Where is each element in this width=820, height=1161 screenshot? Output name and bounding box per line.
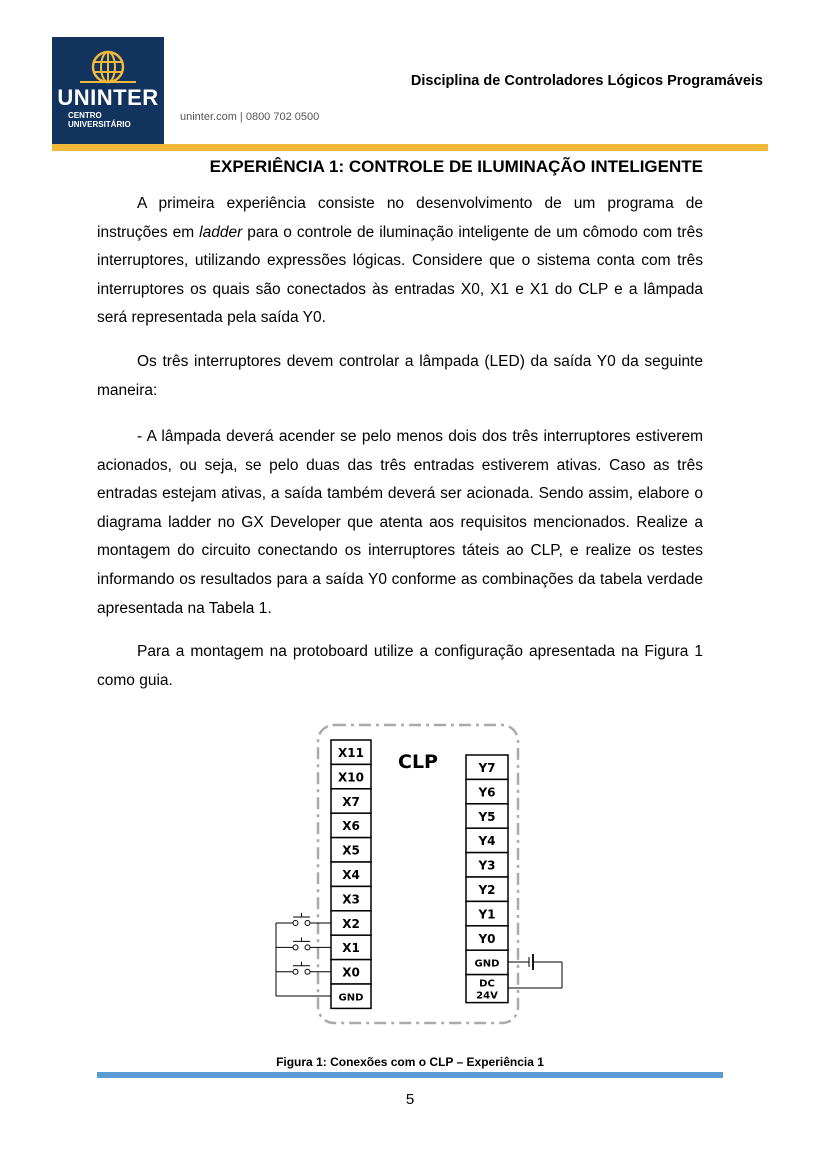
terminal-label: Y3 bbox=[478, 858, 496, 873]
terminal-label: DC bbox=[479, 978, 495, 990]
paragraph-intro: A primeira experiência consiste no desenvolvimento de um programa de instruções em ladder para o controle de iluminação inteligente de um cômodo com três interruptores, utilizando expressões lógicas. Considere que o sistema conta com três interruptores os quais são conectados às entradas X0, X1 e X1 do CLP e a lâmpada será representada pela saída Y0. bbox=[97, 195, 703, 327]
uninter-logo bbox=[52, 37, 164, 147]
input-terminals bbox=[331, 740, 371, 1008]
logo-subtitle: CENTRO bbox=[68, 111, 102, 120]
page-number: 5 bbox=[405, 1091, 415, 1108]
terminal-label: Y5 bbox=[478, 809, 496, 824]
terminal-label: X7 bbox=[342, 794, 360, 809]
course-title: Disciplina de Controladores Lógicos Programáveis bbox=[410, 73, 763, 89]
paragraph-requirements: - A lâmpada deverá acender se pelo menos dois dos três interruptores estiverem acionados, ou seja, se pelo duas das três entradas estiverem ativas. Caso as três entradas estejam ativas, a saída também deverá ser acionada. Sendo assim, elabore o diagrama ladder no GX Developer que atenta aos requisitos mencionados. Realize a montagem do circuito conectando os interruptores táteis ao CLP, e realize os testes informando os resultados para a saída Y0 conforme as combinações da tabela verdade apresentada na Tabela 1. bbox=[97, 428, 703, 617]
terminal-label: Y6 bbox=[478, 785, 496, 800]
terminal-label: Y0 bbox=[478, 931, 496, 946]
figure-caption: Figura 1: Conexões com o CLP – Experiência 1 bbox=[276, 1055, 544, 1069]
terminal-label: X11 bbox=[338, 746, 364, 760]
tactile-switches bbox=[276, 913, 331, 996]
terminal-label: Y4 bbox=[478, 834, 496, 849]
terminal-label: Y2 bbox=[478, 883, 496, 897]
terminal-label: X6 bbox=[342, 819, 360, 834]
terminal-label: X4 bbox=[342, 868, 360, 882]
terminal-label: GND bbox=[338, 992, 364, 1004]
paragraph-control: Os três interruptores devem controlar a lâmpada (LED) da saída Y0 da seguinte maneira: bbox=[97, 353, 703, 399]
terminal-label: X3 bbox=[342, 892, 360, 907]
terminal-label: X5 bbox=[342, 843, 360, 858]
contact-info: uninter.com | 0800 702 0500 bbox=[180, 111, 320, 123]
clp-label: CLP bbox=[398, 751, 438, 773]
logo-wordmark: UNINTER bbox=[57, 85, 159, 110]
emphasis-ladder: ladder bbox=[199, 223, 243, 241]
terminal-label: X10 bbox=[338, 770, 364, 785]
globe-icon bbox=[76, 49, 140, 85]
footer-divider bbox=[97, 1072, 723, 1078]
terminal-label: GND bbox=[474, 958, 500, 970]
terminal-label: Y7 bbox=[478, 761, 496, 775]
terminal-label: X0 bbox=[342, 965, 360, 980]
logo-subtitle: UNIVERSITÁRIO bbox=[68, 120, 131, 129]
output-terminals bbox=[466, 755, 508, 1003]
terminal-label: 24V bbox=[476, 990, 498, 1002]
paragraph-protoboard: Para a montagem na protoboard utilize a configuração apresentada na Figura 1 como guia. bbox=[97, 643, 703, 689]
terminal-label: X1 bbox=[342, 941, 360, 956]
battery-icon bbox=[508, 954, 562, 988]
terminal-label: Y1 bbox=[478, 907, 496, 922]
terminal-label: X2 bbox=[342, 916, 360, 931]
header-divider bbox=[52, 144, 768, 151]
clp-connection-diagram bbox=[265, 722, 585, 1032]
experiment-title: EXPERIÊNCIA 1: CONTROLE DE ILUMINAÇÃO INTELIGENTE bbox=[209, 157, 703, 176]
